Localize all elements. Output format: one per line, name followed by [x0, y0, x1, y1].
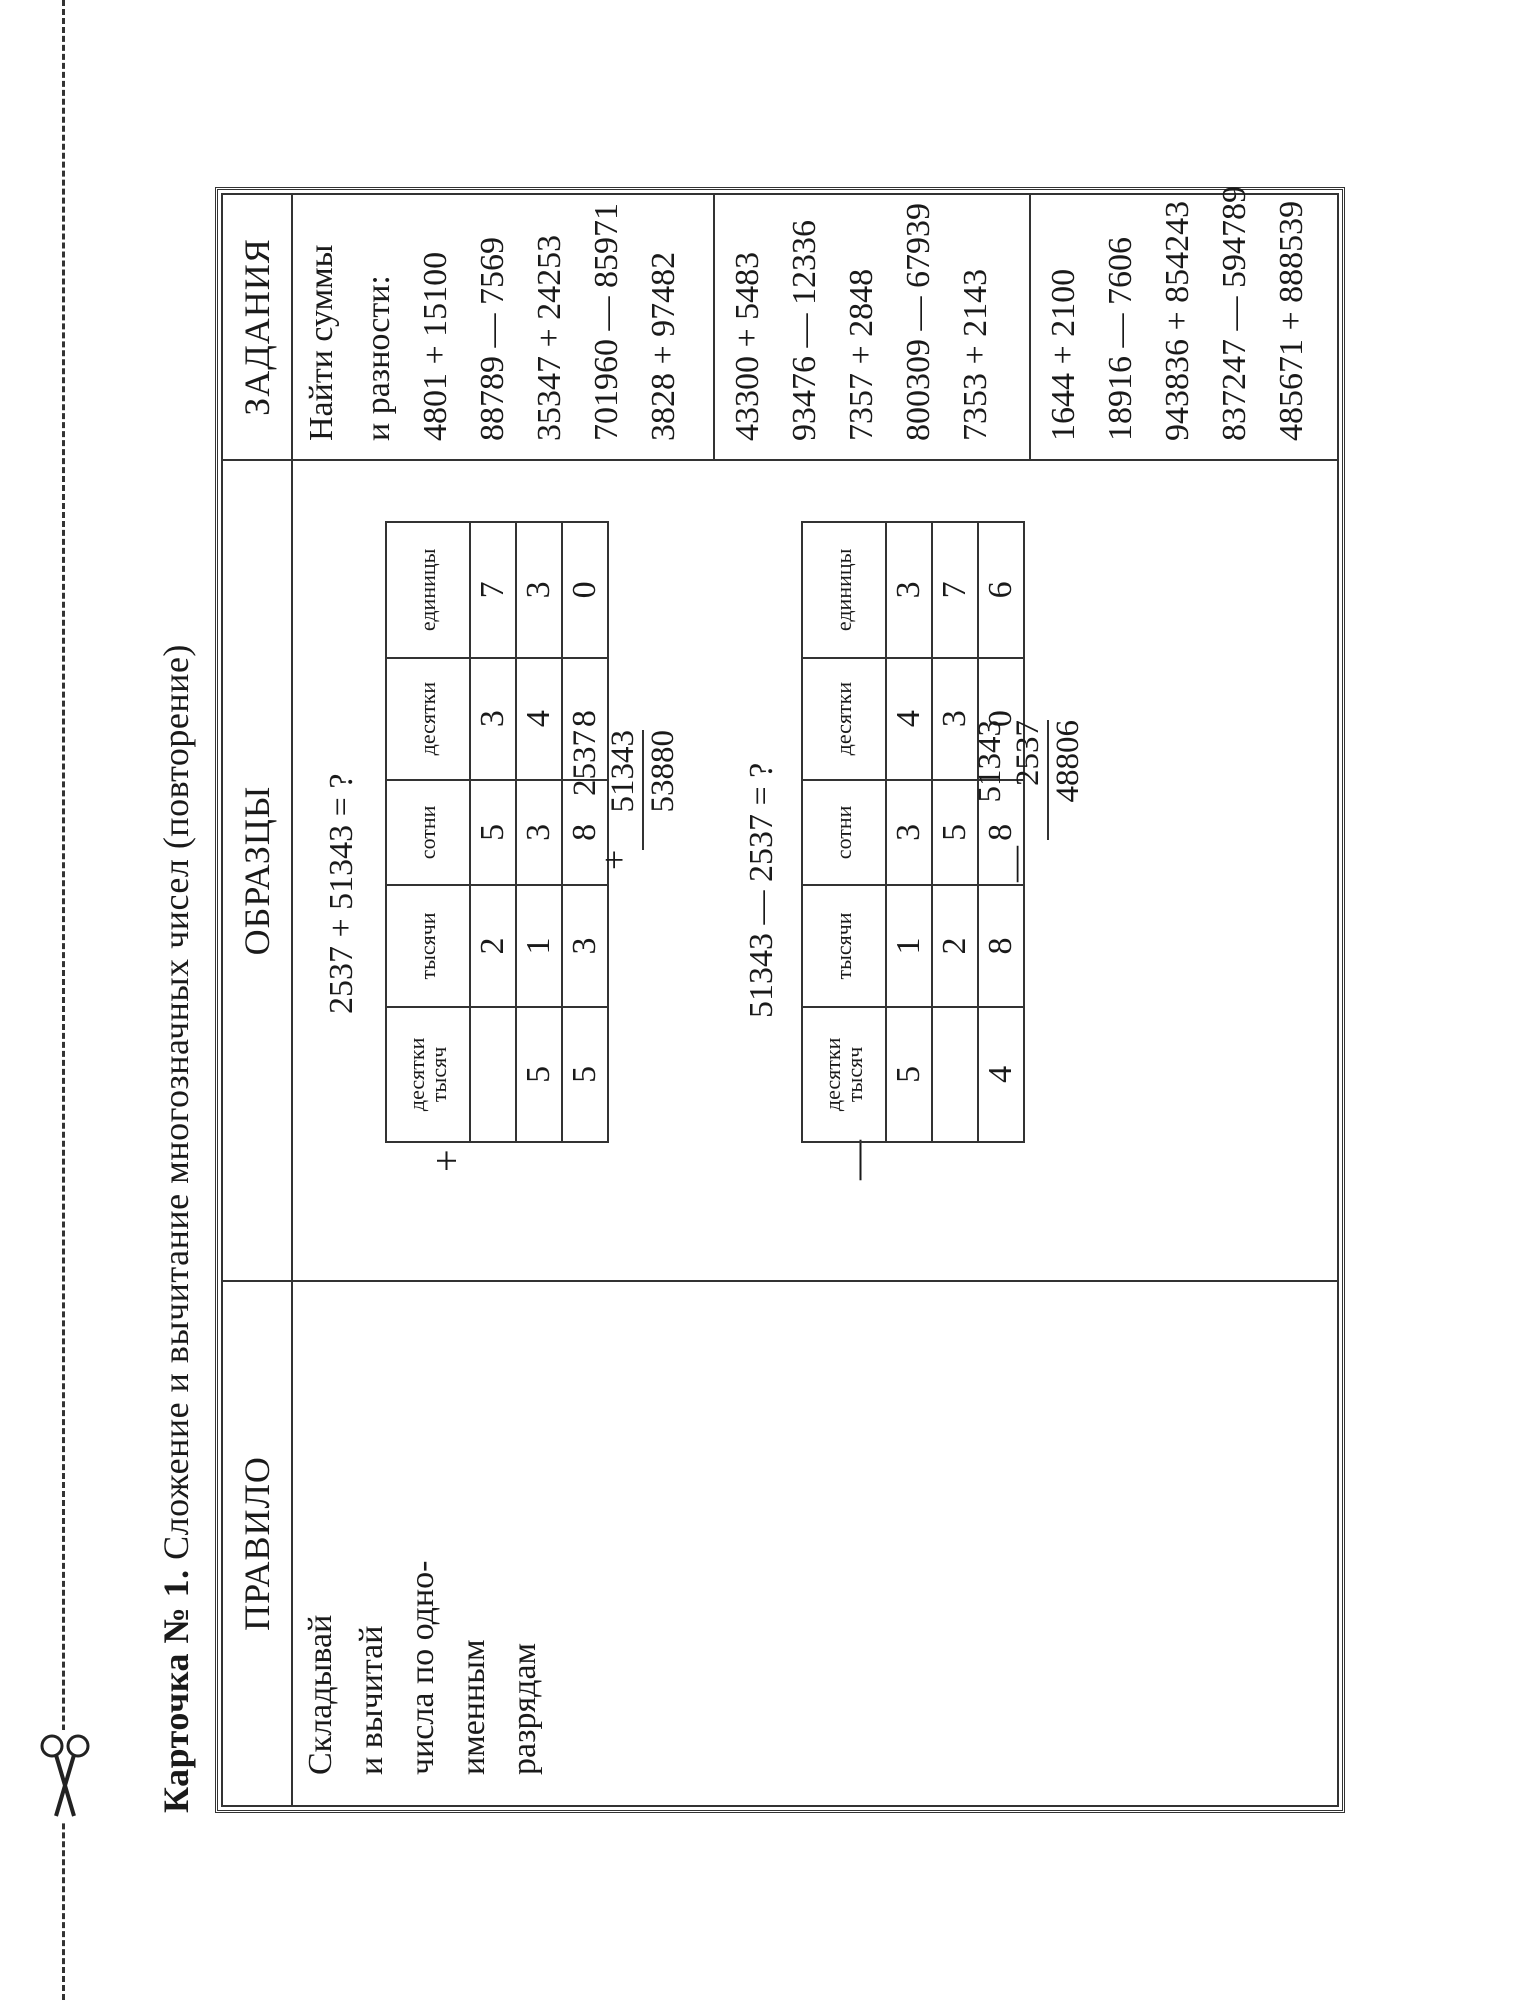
subtraction-sign: — [834, 1140, 879, 1180]
column-header: десятки тысяч [802, 1007, 886, 1142]
table-cell: 2 [932, 885, 978, 1007]
task-item: 7353 + 2143 [957, 268, 994, 441]
task-item: 88789 — 7569 [474, 237, 511, 441]
rule-column [223, 1280, 1337, 1805]
table-cell: 2 [470, 885, 516, 1007]
rule-text [295, 1561, 550, 1775]
column-header: десятки [386, 658, 470, 780]
calc-operand: 51343 [605, 730, 641, 813]
addition-column-calc [566, 730, 682, 850]
column-header: сотни [802, 780, 886, 886]
task-item: 3828 + 97482 [645, 251, 682, 441]
task-item: 1644 + 2100 [1045, 268, 1082, 441]
task-group-2 [713, 195, 1031, 459]
column-header: сотни [386, 780, 470, 886]
table-cell: 4 [978, 1007, 1024, 1142]
task-item: 485671 + 888539 [1273, 200, 1310, 441]
addition-calc-sign: + [594, 849, 634, 870]
table-cell: 3 [932, 658, 978, 780]
table-cell: 8 [562, 658, 608, 780]
column-header: десятки тысяч [386, 1007, 470, 1142]
rule-line: разрядам [506, 1642, 543, 1775]
table-cell: 3 [562, 885, 608, 1007]
rule-header: ПРАВИЛО [223, 1282, 293, 1805]
table-cell: 5 [516, 1007, 562, 1142]
task-item: 800309 — 67939 [900, 203, 937, 441]
column-header: единицы [386, 522, 470, 658]
task-item: 93476 — 12336 [786, 220, 823, 441]
table-cell: 5 [932, 780, 978, 886]
card-number: Карточка № 1. [156, 1569, 196, 1813]
table-cell: 3 [886, 780, 932, 886]
column-header: десятки [802, 658, 886, 780]
task-item: 18916 — 7606 [1102, 237, 1139, 441]
task-intro: Найти суммы [303, 244, 340, 441]
table-cell: 3 [516, 522, 562, 658]
table-cell: 1 [516, 885, 562, 1007]
table-cell: 5 [886, 1007, 932, 1142]
table-cell: 0 [562, 522, 608, 658]
task-group-3 [1029, 186, 1345, 459]
addition-expression: 2537 + 51343 = ? [323, 773, 360, 1014]
task-item: 701960 — 85971 [588, 203, 625, 441]
rule-line: числа по одно- [404, 1560, 441, 1775]
calc-operand: 51343 [972, 720, 1008, 803]
samples-header: ОБРАЗЦЫ [223, 461, 293, 1280]
task-group-1 [293, 195, 713, 459]
table-cell: 7 [932, 522, 978, 658]
table-cell: 8 [562, 780, 608, 886]
calc-result: 48806 [1047, 720, 1087, 840]
table-cell: 8 [978, 885, 1024, 1007]
calc-result: 53880 [642, 730, 682, 850]
task-item: 7357 + 2848 [843, 268, 880, 441]
table-cell: 8 [978, 780, 1024, 886]
subtraction-expression: 51343 — 2537 = ? [743, 762, 780, 1018]
column-header: единицы [802, 522, 886, 658]
table-cell: 6 [978, 522, 1024, 658]
task-item: 35347 + 24253 [531, 234, 568, 441]
rule-line: именным [455, 1639, 492, 1775]
table-cell [932, 1007, 978, 1142]
subtraction-calc-sign: — [994, 846, 1034, 882]
table-cell: 3 [516, 780, 562, 886]
table-cell: 3 [886, 522, 932, 658]
table-cell: 1 [886, 885, 932, 1007]
table-cell: 5 [470, 780, 516, 886]
cut-line [62, 0, 65, 2000]
table-cell: 5 [562, 1007, 608, 1142]
card-topic: Сложение и вычитание многозначных чисел (повторение) [156, 644, 196, 1570]
addition-sign: + [424, 1149, 469, 1172]
task-intro: и разности: [360, 275, 397, 441]
table-cell [470, 1007, 516, 1142]
subtraction-column-calc [971, 720, 1087, 840]
card-title [155, 644, 205, 1813]
task-item: 943836 + 854243 [1159, 200, 1196, 441]
table-cell: 4 [516, 658, 562, 780]
task-item: 837247 — 594789 [1216, 186, 1253, 441]
calc-operand: 2537 [1010, 720, 1046, 786]
tasks-header: ЗАДАНИЯ [223, 195, 293, 459]
rule-line: и вычитай [353, 1625, 390, 1775]
table-cell: 4 [886, 658, 932, 780]
column-header: тысячи [386, 885, 470, 1007]
table-cell: 7 [470, 522, 516, 658]
card [155, 175, 1365, 1825]
card-frame [215, 187, 1345, 1813]
column-header: тысячи [802, 885, 886, 1007]
task-item: 4801 + 15100 [417, 251, 454, 441]
samples-column [223, 459, 1337, 1280]
task-item: 43300 + 5483 [729, 251, 766, 441]
tasks-column [223, 186, 1337, 459]
table-cell: 3 [470, 658, 516, 780]
calc-operand: 2537 [567, 730, 603, 796]
rule-line: Складывай [302, 1614, 339, 1775]
table-cell: 0 [978, 658, 1024, 780]
scissors-icon [34, 1730, 96, 1822]
